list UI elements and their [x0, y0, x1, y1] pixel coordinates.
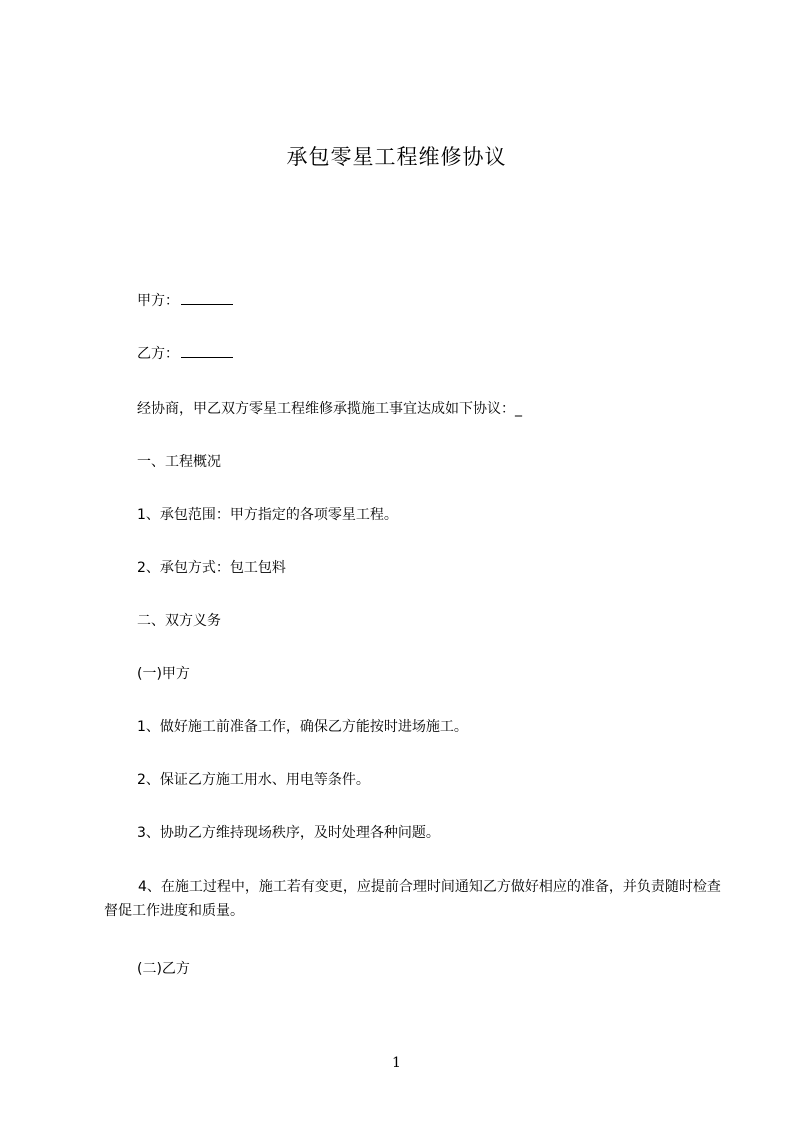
list-item: 2、保证乙方施工用水、用电等条件。: [137, 772, 370, 788]
page-number: 1: [392, 1055, 401, 1071]
list-item: 3、协助乙方维持现场秩序，及时处理各种问题。: [137, 825, 440, 841]
subsection-heading-b: (二)乙方: [137, 961, 190, 977]
section-heading-2: 二、双方义务: [137, 613, 221, 629]
list-item: 1、做好施工前准备工作，确保乙方能按时进场施工。: [137, 719, 468, 735]
section-heading-1: 一、工程概况: [137, 454, 221, 470]
party-a-blank: [181, 290, 233, 305]
intro-paragraph: 经协商，甲乙双方零星工程维修承揽施工事宜达成如下协议：_: [137, 401, 522, 417]
list-item: 1、承包范围：甲方指定的各项零星工程。: [137, 507, 398, 523]
subsection-heading-a: (一)甲方: [137, 666, 190, 682]
list-item: 2、承包方式：包工包料: [137, 560, 286, 576]
party-a-line: [137, 290, 233, 312]
document-title: 承包零星工程维修协议: [286, 145, 507, 169]
party-b-blank: [181, 343, 233, 358]
party-b-line: [137, 343, 233, 365]
party-b-label: 乙方：: [137, 346, 179, 362]
party-a-label: 甲方：: [137, 293, 179, 309]
list-item: 4、在施工过程中，施工若有变更，应提前合理时间通知乙方做好相应的准备，并负责随时检查督促工作进度和质量。: [104, 879, 721, 919]
